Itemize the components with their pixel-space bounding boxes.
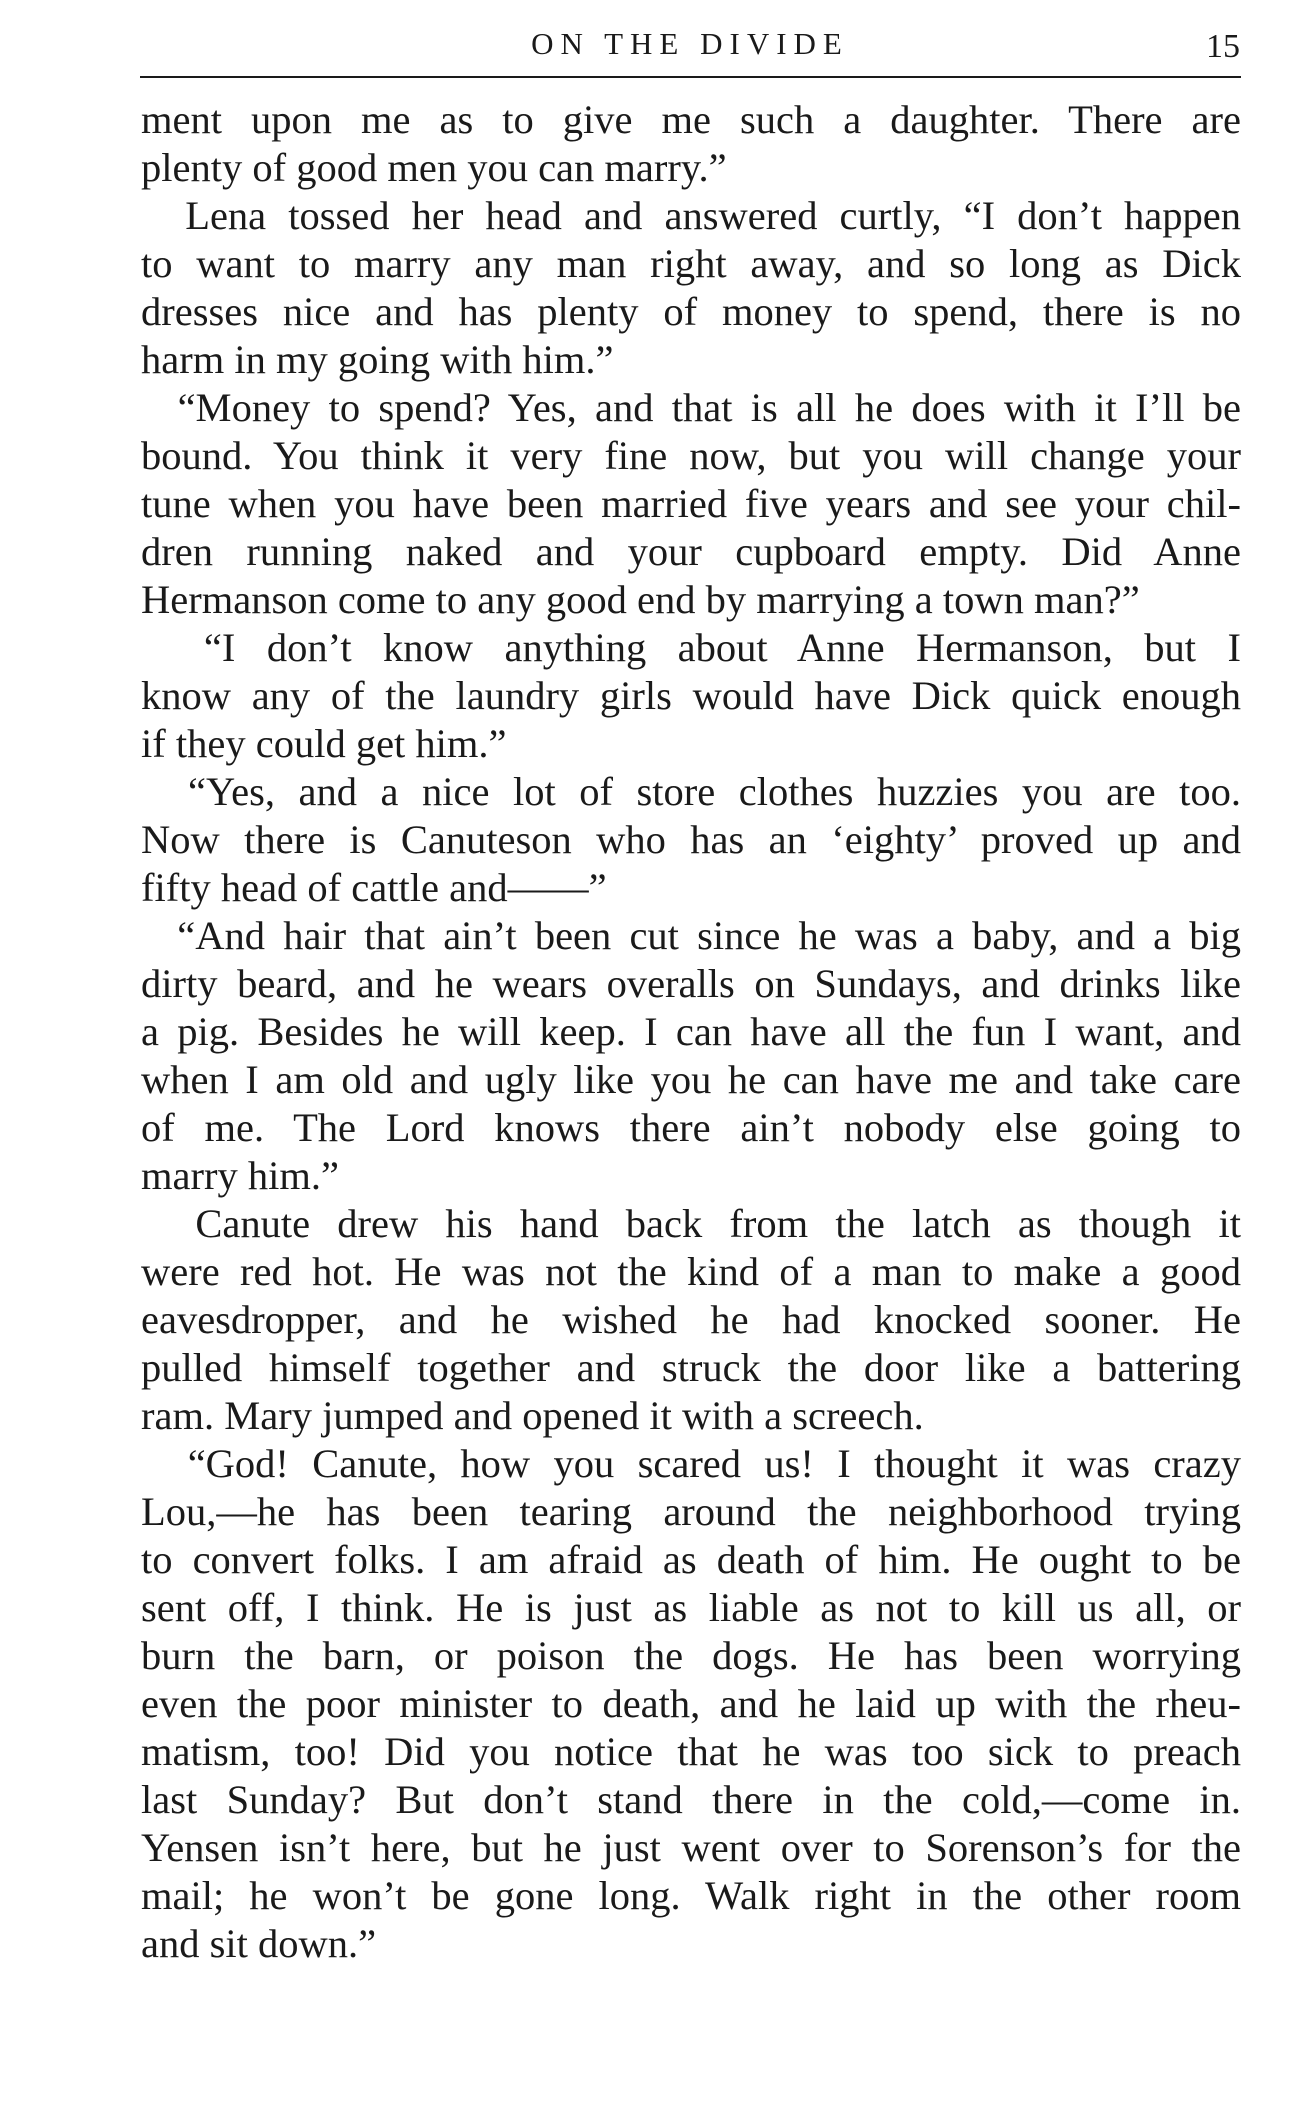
text-line: Now there is Canuteson who has an ‘eighty’ proved up and — [141, 817, 1241, 862]
text-line: “Money to spend? Yes, and that is all he does with it I’ll be — [141, 385, 1241, 430]
text-line: burn the barn, or poison the dogs. He has been worrying — [141, 1633, 1241, 1678]
text-line: were red hot. He was not the kind of a man to make a good — [141, 1249, 1241, 1294]
text-line: plenty of good men you can marry.” — [141, 145, 727, 190]
text-line: if they could get him.” — [141, 721, 507, 766]
text-line: and sit down.” — [141, 1921, 377, 1966]
text-line: eavesdropper, and he wished he had knocked sooner. He — [141, 1297, 1241, 1342]
text-line: know any of the laundry girls would have Dick quick enough — [141, 673, 1241, 718]
text-line: marry him.” — [141, 1153, 339, 1198]
text-line: “And hair that ain’t been cut since he was a baby, and a big — [141, 913, 1241, 958]
header-rule — [140, 76, 1241, 78]
text-line: Hermanson come to any good end by marrying a town man?” — [141, 577, 1140, 622]
text-line: Lena tossed her head and answered curtly, “I don’t happen — [141, 193, 1241, 238]
text-line: “God! Canute, how you scared us! I thought it was crazy — [141, 1441, 1241, 1486]
text-line: of me. The Lord knows there ain’t nobody else going to — [141, 1105, 1241, 1150]
text-line: dresses nice and has plenty of money to spend, there is no — [141, 289, 1241, 334]
text-line: dren running naked and your cupboard empty. Did Anne — [141, 529, 1241, 574]
body-text — [141, 96, 1241, 1968]
text-line: last Sunday? But don’t stand there in the cold,—come in. — [141, 1777, 1241, 1822]
text-line: fifty head of cattle and——” — [141, 865, 607, 910]
text-line: “Yes, and a nice lot of store clothes huzzies you are too. — [141, 769, 1241, 814]
text-line: even the poor minister to death, and he laid up with the rheu- — [141, 1681, 1241, 1726]
text-line: harm in my going with him.” — [141, 337, 614, 382]
text-line: bound. You think it very fine now, but you will change your — [141, 433, 1241, 478]
text-line: Yensen isn’t here, but he just went over to Sorenson’s for the — [141, 1825, 1241, 1870]
text-line: “I don’t know anything about Anne Hermanson, but I — [141, 625, 1241, 670]
text-line: dirty beard, and he wears overalls on Sundays, and drinks like — [141, 961, 1241, 1006]
text-line: tune when you have been married five years and see your chil- — [141, 481, 1241, 526]
running-title: ON THE DIVIDE — [531, 26, 849, 61]
text-line: a pig. Besides he will keep. I can have all the fun I want, and — [141, 1009, 1241, 1054]
text-line: ram. Mary jumped and opened it with a screech. — [141, 1393, 924, 1438]
text-line: mail; he won’t be gone long. Walk right in the other room — [141, 1873, 1241, 1918]
page-number: 15 — [1206, 28, 1240, 65]
text-line: Lou,—he has been tearing around the neighborhood trying — [141, 1489, 1241, 1534]
text-line: to want to marry any man right away, and so long as Dick — [141, 241, 1241, 286]
text-line: Canute drew his hand back from the latch as though it — [141, 1201, 1241, 1246]
text-line: to convert folks. I am afraid as death of him. He ought to be — [141, 1537, 1241, 1582]
text-line: sent off, I think. He is just as liable as not to kill us all, or — [141, 1585, 1241, 1630]
text-line: when I am old and ugly like you he can have me and take care — [141, 1057, 1241, 1102]
text-line: matism, too! Did you notice that he was too sick to preach — [141, 1729, 1241, 1774]
text-line: ment upon me as to give me such a daughter. There are — [141, 97, 1241, 142]
running-head — [140, 22, 1240, 72]
text-line: pulled himself together and struck the door like a battering — [141, 1345, 1241, 1390]
